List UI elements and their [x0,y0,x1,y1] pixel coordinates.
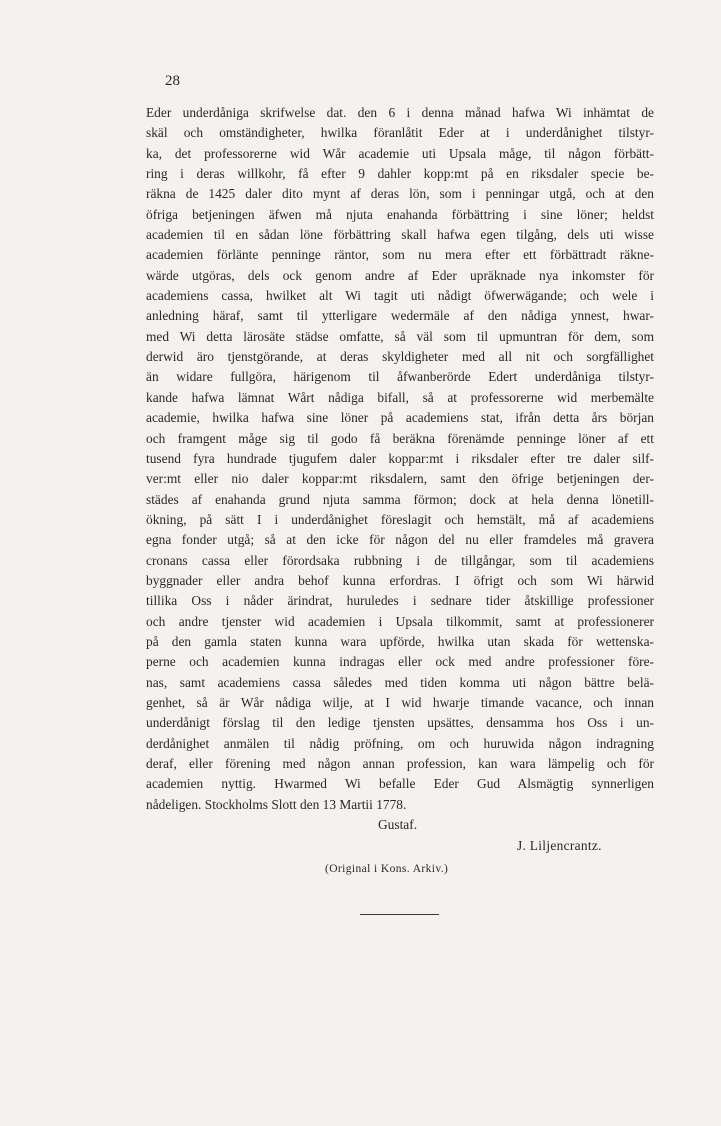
letter-body [146,103,654,815]
text-line: ring i deras willkohr, få efter 9 dahler kopp:mt på en riksdaler specie be- [146,166,654,182]
text-line: öfriga betjeningen äfwen må njuta enahanda förbättring i sine löner; heldst [146,206,654,222]
text-line: än widare fullgöra, härigenom til åfwanberörde Edert underdåniga tilstyr- [146,369,654,385]
signature-gustaf: Gustaf. [378,817,418,832]
text-line: wärde utgöras, dels ock genom andre af Eder upräknade nya inkomster för [146,267,654,283]
text-line: academien förlänte penninge räntor, som nu mera efter ett förbättradt räkne- [146,247,654,263]
text-line: tusend fyra hundrade tjugufem daler koppar:mt i riksdaler efter tre daler silf- [146,450,654,466]
page-number: 28 [165,73,180,89]
text-line: academien nyttig. Hwarmed Wi befalle Eder Gud Alsmägtig synnerligen [146,776,654,792]
text-line: och andre tjenster wid academien i Upsala tilkommit, samt at professionerer [146,613,654,629]
text-line: kande hafwa lämnat Wårt nådiga bifall, så at professorerne wid merbemälte [146,389,654,405]
text-line: med Wi detta lärosäte städse omfatte, så väl som til upmuntran för dem, som [146,328,654,344]
text-line: academien til en sådan löne förbättring skall hafwa egen tilgång, dels uti wisse [146,227,654,243]
countersignature: J. Liljencrantz. [517,838,602,853]
text-line: byggnader eller andra behof kunna erfordras. I öfrigt och som Wi härwid [146,572,654,588]
text-line: anledning häraf, samt til ytterligare wedermäle af den nådiga ynnest, hwar- [146,308,654,324]
text-line: ver:mt eller nio daler koppar:mt riksdalern, samt den öfrige betjeningen der- [146,471,654,487]
text-line: på den gamla staten kunna wara upförde, hwilka utan skada för wettenska- [146,633,654,649]
section-divider [360,914,439,915]
text-line: Eder underdåniga skrifwelse dat. den 6 i denna månad hafwa Wi inhämtat de [146,105,654,120]
text-line: deraf, eller förening med någon annan profession, kan wara lämpelig och för [146,756,654,771]
text-line: perne och academien kunna indragas eller ock med andre professioner före- [146,654,654,670]
text-line: tillika Oss i nåder ärindrat, huruledes i sednare tider åtskillige professioner [146,593,654,609]
text-line: och framgent måge sig til godo få beräkna förenämde penninge löner af ett [146,430,654,446]
text-line: academie, hwilka hafwa sine löner på academiens stat, ifrån detta års början [146,410,654,426]
text-line: academiens cassa, hwilket alt Wi tagit uti nådigt öfwerwägande; och wele i [146,288,654,304]
text-line: cronans cassa eller förordsaka rubbning i de tillgångar, som til academiens [146,552,654,568]
text-line-last: nådeligen. Stockholms Slott den 13 Martii 1778. [146,796,407,812]
text-line: ökning, på sätt I i underdånighet föreslagit och hemstält, må af academiens [146,511,654,527]
text-line: genhet, så är Wår nådiga wilje, at I wid hwarje timande vacance, och innan [146,694,654,710]
text-line: ka, det professorerne wid Wår academie uti Upsala måge, til någon förbätt- [146,145,654,161]
source-note: (Original i Kons. Arkiv.) [325,863,449,875]
text-line: egna fonder utgå; så at den icke för någon del nu eller framdeles må gravera [146,532,654,548]
text-line: derwid äro tjenstgörande, at deras skyldigheter med all nit och sorgfällighet [146,349,654,365]
text-line: skäl och omständigheter, hwilka föranlåtit Eder at i underdånighet tilstyr- [146,125,654,141]
text-line: räkna de 1425 daler dito mynt af deras lön, som i penningar utgå, och at den [146,186,654,202]
text-line: nas, samt academiens cassa således med tiden komma uti någon bättre belä- [146,674,654,690]
text-line: underdånigt förslag til den ledige tjensten upsättes, densamma hos Oss i un- [146,715,654,731]
text-line: derdånighet anmälen til nådig pröfning, om och huruwida någon indragning [146,735,654,751]
text-line: städes af enahanda grund njuta samma förmon; dock at hela denna lönetill- [146,491,654,507]
